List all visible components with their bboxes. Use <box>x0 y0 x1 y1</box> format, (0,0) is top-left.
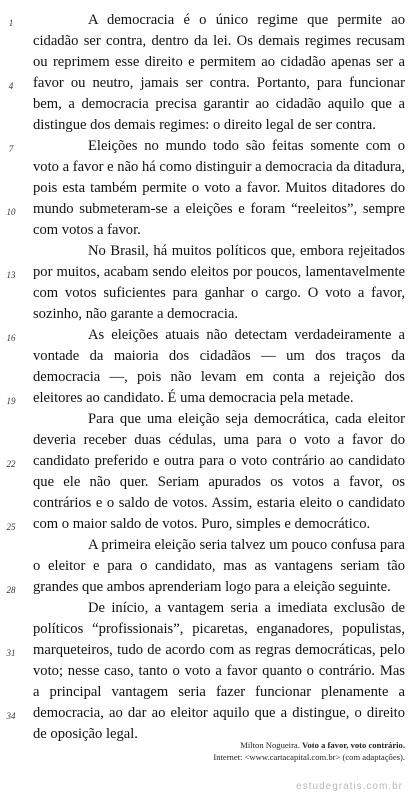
line-number: 16 <box>6 333 16 343</box>
text-line: grandes que ambos aprenderiam logo para a eleição seguinte. <box>33 579 391 595</box>
text-line: favor ou neutro, jamais ser contra. Portanto, para funcionar <box>33 75 405 91</box>
text-line: a principal vantagem seria fazer funcionar plenamente a <box>33 684 405 700</box>
line-number: 4 <box>8 81 14 91</box>
line-number: 31 <box>6 648 16 658</box>
line-number: 1 <box>8 18 14 28</box>
line-number: 28 <box>6 585 16 595</box>
citation-internet: Internet: <www.cartacapital.com.br> (com adaptações). <box>213 752 405 762</box>
citation-author: Milton Nogueira. <box>240 740 300 750</box>
text-line: No Brasil, há muitos políticos que, embora rejeitados <box>88 243 405 259</box>
text-line: cidadão ser contra, dentro da lei. Os demais regimes recusam <box>33 33 405 49</box>
text-line: distingue dos demais regimes: o direito legal de ser contra. <box>33 117 376 133</box>
text-line: voto; nesse caso, tanto o voto a favor quanto o contrário. Mas <box>33 663 405 679</box>
text-line: candidato preferido e outra para o voto contrário ao candidato <box>33 453 405 469</box>
text-line: deveria receber duas cédulas, uma para o voto a favor do <box>33 432 405 448</box>
text-line: voto a favor e não há como distinguir a democracia da ditadura, <box>33 159 405 175</box>
line-number: 34 <box>6 711 16 721</box>
text-line: que ele não quer. Seriam apurados os votos a favor, os <box>33 474 405 490</box>
text-line: Eleições no mundo todo são feitas somente com o <box>88 138 405 154</box>
text-line: As eleições atuais não detectam verdadeiramente a <box>88 327 405 343</box>
text-line: pois esta também permite o voto a favor. Muitos ditadores do <box>33 180 405 196</box>
site-watermark[interactable]: estudegratis.com.br <box>296 781 403 792</box>
line-number: 19 <box>6 396 16 406</box>
text-line: ou reprimem esse direito e permitem ao cidadão apenas ser a <box>33 54 405 70</box>
text-line: A democracia é o único regime que permite ao <box>88 12 405 28</box>
text-line: marqueteiros, tudo de acordo com as regras democráticas, pelo <box>33 642 405 658</box>
text-line: vontade da maioria dos cidadãos — um dos traços da <box>33 348 405 364</box>
text-line: bem, a democracia precisa garantir ao cidadão aquilo que a <box>33 96 405 112</box>
line-number: 10 <box>6 207 16 217</box>
text-line: por muitos, acabam sendo eleitos por poucos, lamentavelmente <box>33 264 405 280</box>
citation-author-title <box>145 739 405 751</box>
text-line: políticos “profissionais”, picaretas, enganadores, populistas, <box>33 621 405 637</box>
text-line: eleitores ao candidato. É uma democracia pela metade. <box>33 390 354 406</box>
text-line: com o maior saldo de votos. Puro, simples e democrático. <box>33 516 371 532</box>
line-number: 22 <box>6 459 16 469</box>
text-line: de oposição legal. <box>33 726 138 742</box>
line-number: 7 <box>8 144 14 154</box>
text-line: sozinho, não garante a democracia. <box>33 306 239 322</box>
citation-title: Voto a favor, voto contrário. <box>302 740 405 750</box>
source-citation <box>145 739 405 763</box>
text-line: democracia —, pois não levam em conta a rejeição dos <box>33 369 405 385</box>
line-number: 13 <box>6 270 16 280</box>
line-number: 25 <box>6 522 16 532</box>
text-line: De início, a vantagem seria a imediata exclusão de <box>88 600 405 616</box>
text-line: Para que uma eleição seja democrática, cada eleitor <box>88 411 405 427</box>
text-line: mundo submeteram-se a eleições e foram “reeleitos”, sempre <box>33 201 405 217</box>
text-line: democracia, ao dar ao eleitor aquilo que a distingue, o direito <box>33 705 405 721</box>
text-line: A primeira eleição seria talvez um pouco confusa para <box>88 537 405 553</box>
text-line: com votos suficientes para ganhar o cargo. O voto a favor, <box>33 285 405 301</box>
text-line: contrários e o saldo de votos. Assim, estaria eleito o candidato <box>33 495 405 511</box>
text-line: o eleitor e para o candidato, mas as vantagens seriam tão <box>33 558 405 574</box>
text-line: com votos a favor. <box>33 222 141 238</box>
